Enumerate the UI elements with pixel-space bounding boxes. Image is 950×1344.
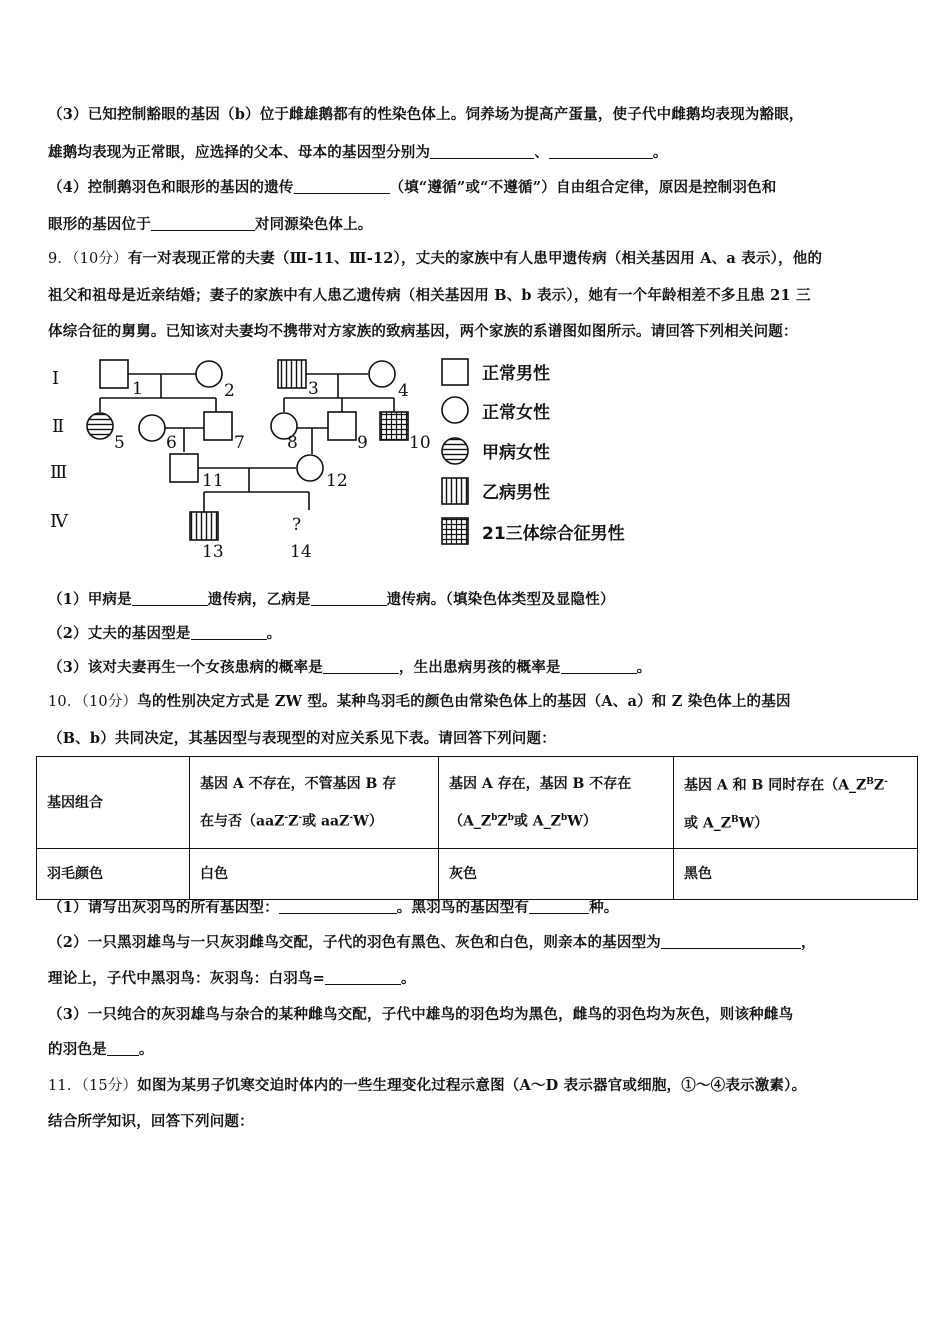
- individual-label: 12: [326, 471, 348, 491]
- legend-normal-male-icon: [442, 359, 468, 385]
- table-row: [37, 757, 918, 849]
- individual-7-male: [204, 412, 232, 440]
- q10-stem-line1: 10．（10分）鸟的性别决定方式是 ZW 型。某种鸟羽毛的颜色由常染色体上的基因（A、a）和 Z 染色体上的基因: [48, 693, 791, 710]
- q9-stem-line1: 9．（10分）有一对表现正常的夫妻（Ⅲ-11、Ⅲ-12），丈夫的家族中有人患甲遗传病（相关基因用 A、a 表示），他的: [48, 250, 823, 267]
- individual-label: 6: [166, 433, 177, 453]
- individual-3-affected-male: [278, 360, 306, 388]
- q8-part3-line2: 雄鹅均表现为正常眼，应选择的父本、母本的基因型分别为 、 。: [48, 144, 668, 161]
- answer-blank[interactable]: [279, 899, 397, 914]
- pedigree-chart: [44, 352, 654, 567]
- individual-label: 2: [224, 381, 235, 401]
- individual-label: 3: [308, 379, 319, 399]
- individual-13-affected-male: [190, 512, 218, 540]
- question-number: 10．（10分）: [48, 694, 138, 710]
- individual-label: 7: [234, 433, 245, 453]
- answer-blank[interactable]: [549, 144, 653, 159]
- q11-stem-line2: 结合所学知识，回答下列问题：: [48, 1113, 254, 1130]
- answer-blank[interactable]: [323, 659, 399, 674]
- legend-down-syndrome-male-icon: [442, 518, 468, 544]
- legend-disease-b-male-icon: [442, 478, 468, 504]
- answer-blank[interactable]: [311, 591, 387, 606]
- legend-normal-female-icon: [442, 397, 468, 423]
- answer-blank[interactable]: [151, 216, 255, 231]
- table-header-cell: 基因组合: [37, 757, 190, 849]
- question-number: 11．（15分）: [48, 1078, 138, 1094]
- individual-1-male: [100, 360, 128, 388]
- individual-label: 11: [202, 471, 224, 491]
- q10-stem-line2: （B、b）共同决定，其基因型与表现型的对应关系见下表。请回答下列问题：: [48, 730, 556, 747]
- legend-label: 正常女性: [482, 403, 550, 423]
- generation-label: Ⅳ: [50, 511, 68, 532]
- table-cell: 羽毛颜色: [37, 849, 190, 900]
- generation-label: Ⅱ: [52, 416, 65, 437]
- legend-label: 甲病女性: [482, 443, 550, 463]
- individual-6-female: [139, 415, 165, 441]
- generation-label: Ⅰ: [52, 368, 60, 389]
- individual-label: 4: [398, 381, 409, 401]
- answer-blank[interactable]: [325, 970, 401, 985]
- legend-disease-a-female-icon: [442, 438, 468, 464]
- genotype-phenotype-table: [36, 756, 918, 900]
- individual-5-affected-female: [87, 413, 113, 439]
- legend-label: 正常男性: [482, 364, 550, 384]
- table-header-cell: 基因 A 不存在，不管基因 B 存 在与否（aaZ-Z-或 aaZ-W）: [190, 757, 439, 849]
- q8-part4-line2: 眼形的基因位于 对同源染色体上。: [48, 216, 373, 233]
- table-cell: 黑色: [674, 849, 918, 900]
- answer-blank[interactable]: [661, 934, 801, 949]
- table-header-cell: 基因 A 存在，基因 B 不存在 （$A\_Z^bZ^b$或 $A\_Z^bW$）: [439, 757, 674, 849]
- q10-sub2-line1: （2）一只黑羽雄鸟与一只灰羽雌鸟交配，子代的羽色有黑色、灰色和白色，则亲本的基因型为 ，: [48, 934, 816, 951]
- table-row: [37, 849, 918, 900]
- answer-blank[interactable]: [430, 144, 534, 159]
- individual-12-female: [297, 455, 323, 481]
- individual-9-male: [328, 412, 356, 440]
- answer-blank[interactable]: [132, 591, 208, 606]
- answer-blank[interactable]: [561, 659, 637, 674]
- answer-blank[interactable]: [529, 899, 589, 914]
- individual-11-male: [170, 454, 198, 482]
- table-cell: 白色: [190, 849, 439, 900]
- unknown-mark: ?: [292, 515, 302, 535]
- individual-label: 1: [132, 379, 143, 399]
- individual-label: 14: [290, 542, 312, 562]
- individual-label: 5: [114, 433, 125, 453]
- question-number: 9．（10分）: [48, 251, 128, 267]
- answer-blank[interactable]: [191, 625, 267, 640]
- q10-sub1: （1）请写出灰羽鸟的所有基因型： 。黑羽鸟的基因型有 种。: [48, 899, 619, 916]
- q11-stem-line1: 11．（15分）如图为某男子饥寒交迫时体内的一些生理变化过程示意图（A～D 表示器官或细胞，①～④表示激素）。: [48, 1077, 807, 1094]
- legend-label: 乙病男性: [482, 483, 550, 503]
- q9-sub3: （3）该对夫妻再生一个女孩患病的概率是 ，生出患病男孩的概率是 。: [48, 659, 652, 676]
- individual-label: 10: [409, 433, 431, 453]
- answer-blank[interactable]: [107, 1041, 139, 1056]
- q8-part4-line1: （4）控制鹅羽色和眼形的基因的遗传 （填“遵循”或“不遵循”）自由组合定律，原因是控制羽色和: [48, 179, 777, 196]
- legend-label: 21三体综合征男性: [482, 524, 625, 544]
- individual-2-female: [196, 361, 222, 387]
- q10-sub2-line2: 理论上，子代中黑羽鸟：灰羽鸟：白羽鸟= 。: [48, 970, 416, 987]
- individual-10-down-syndrome-male: [380, 412, 408, 440]
- generation-label: Ⅲ: [50, 462, 68, 483]
- q9-sub2: （2）丈夫的基因型是 。: [48, 625, 282, 642]
- table-header-cell: 基因 A 和 B 同时存在（$A\_Z^BZ^-$ 或 $A\_Z^BW$）: [674, 757, 918, 849]
- q9-sub1: （1）甲病是 遗传病，乙病是 遗传病。（填染色体类型及显隐性）: [48, 591, 615, 608]
- individual-label: 8: [287, 433, 298, 453]
- q10-sub3-line2: 的羽色是 。: [48, 1041, 154, 1058]
- individual-label: 13: [202, 542, 224, 562]
- individual-label: 9: [357, 433, 368, 453]
- q8-part3-line1: （3）已知控制豁眼的基因（b）位于雌雄鹅都有的性染色体上。饲养场为提高产蛋量，使子代中雌鹅均表现为豁眼，: [48, 106, 804, 123]
- table-cell: 灰色: [439, 849, 674, 900]
- q9-stem-line2: 祖父和祖母是近亲结婚；妻子的家族中有人患乙遗传病（相关基因用 B、b 表示），她有一个年龄相差不多且患 21 三: [48, 287, 811, 304]
- q9-stem-line3: 体综合征的舅舅。已知该对夫妻均不携带对方家族的致病基因，两个家族的系谱图如图所示。请回答下列相关问题：: [48, 323, 798, 340]
- answer-blank[interactable]: [294, 179, 390, 194]
- q10-sub3-line1: （3）一只纯合的灰羽雄鸟与杂合的某种雌鸟交配，子代中雄鸟的羽色均为黑色，雌鸟的羽色均为灰色，则该种雌鸟: [48, 1006, 794, 1023]
- individual-4-female: [369, 361, 395, 387]
